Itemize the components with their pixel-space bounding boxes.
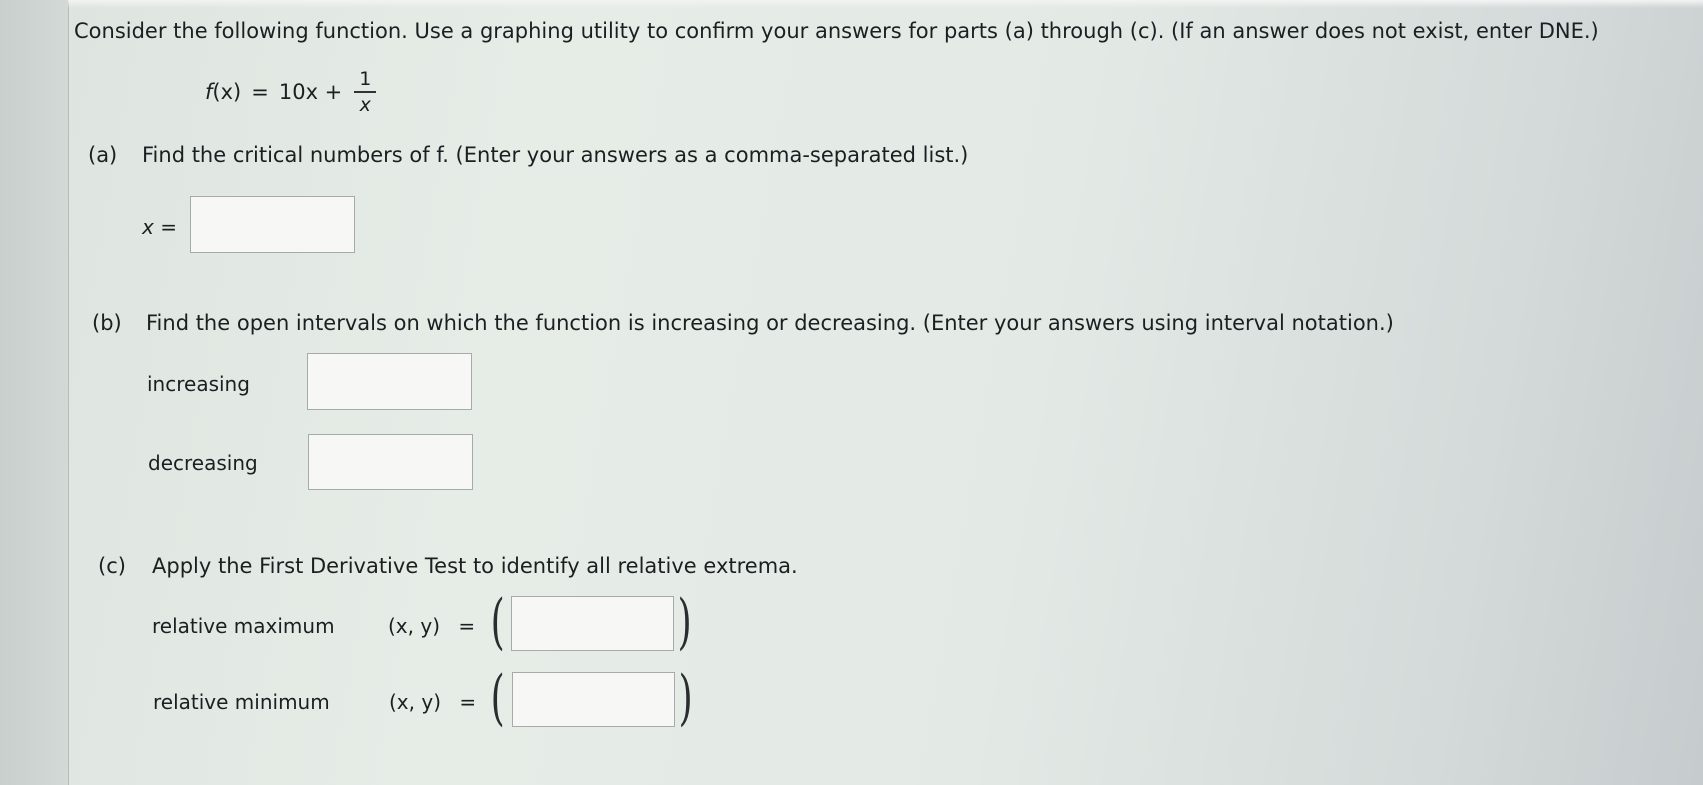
- part-b-tag: (b): [92, 311, 122, 335]
- function-argument: (x): [212, 80, 242, 105]
- part-a-question: [88, 143, 968, 167]
- coord-equals: =: [458, 614, 476, 638]
- relative-maximum-label: relative maximum: [152, 614, 335, 638]
- fraction-numerator: 1: [359, 68, 372, 90]
- function-name: f: [205, 80, 213, 105]
- function-fraction: [354, 68, 376, 117]
- relative-maximum-open-paren: (: [490, 587, 505, 657]
- fraction-denominator: x: [359, 93, 371, 116]
- question-intro: Consider the following function. Use a graphing utility to confirm your answers for parts (a) through (c). (If an answer does not exist, enter DNE.): [74, 19, 1599, 43]
- part-c-text: Apply the First Derivative Test to identify all relative extrema.: [152, 554, 798, 578]
- relative-minimum-input[interactable]: [512, 672, 675, 727]
- function-equals: =: [251, 80, 269, 105]
- decreasing-input[interactable]: [308, 434, 473, 490]
- relative-minimum-open-paren: (: [490, 663, 505, 733]
- increasing-label: increasing: [147, 372, 250, 396]
- part-b-question: [92, 311, 1394, 335]
- relative-maximum-coord-label: [388, 614, 475, 638]
- function-term: 10x +: [278, 80, 343, 105]
- coord-equals: =: [459, 690, 477, 714]
- screen-left-margin: [0, 0, 69, 785]
- part-c-tag: (c): [98, 554, 126, 578]
- critical-numbers-input[interactable]: [190, 196, 355, 253]
- relative-minimum-label: relative minimum: [153, 690, 330, 714]
- part-c-question: [98, 554, 798, 578]
- function-definition: [205, 68, 376, 117]
- part-a-text: Find the critical numbers of f. (Enter your answers as a comma-separated list.): [142, 143, 969, 167]
- question-panel: [69, 0, 1703, 785]
- part-a-x-label: x =: [142, 215, 177, 239]
- coord-label: (x, y): [388, 614, 440, 638]
- relative-maximum-close-paren: ): [677, 587, 692, 657]
- relative-maximum-input[interactable]: [511, 596, 674, 651]
- increasing-input[interactable]: [307, 353, 472, 410]
- relative-minimum-close-paren: ): [678, 663, 693, 733]
- part-a-tag: (a): [88, 143, 118, 167]
- decreasing-label: decreasing: [148, 451, 258, 475]
- relative-minimum-coord-label: [389, 690, 476, 714]
- part-b-text: Find the open intervals on which the function is increasing or decreasing. (Enter your answers using interval notation.): [146, 311, 1394, 335]
- coord-label: (x, y): [389, 690, 441, 714]
